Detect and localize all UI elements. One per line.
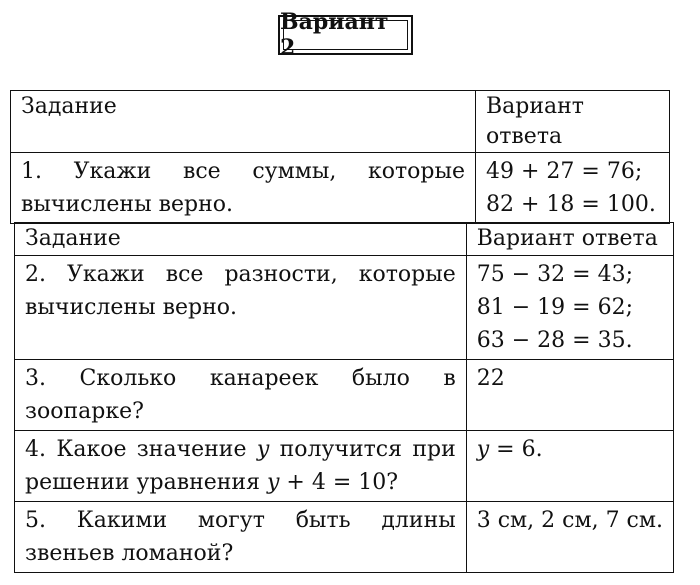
math-variable: y (256, 436, 270, 462)
answer-cell (466, 359, 673, 430)
header-answer: Вариант ответа (466, 223, 673, 256)
task-cell (15, 255, 467, 359)
tasks-table-2 (14, 222, 674, 573)
answer-line: 75 − 32 = 43; (476, 261, 633, 287)
answer-cell (466, 255, 673, 359)
answer-line: 22 (476, 365, 505, 391)
answer-cell (466, 430, 673, 501)
table-row (11, 153, 670, 224)
variant-title: Вариант 2 (280, 9, 389, 61)
answer-line: 82 + 18 = 100. (486, 192, 656, 218)
variant-title-box (278, 9, 413, 61)
task-text: 1. Укажи все суммы, которые вычислены верно. (21, 159, 465, 218)
answer-line: 81 − 19 = 62; (476, 294, 633, 320)
table-header-row (15, 223, 674, 256)
answer-line: 49 + 27 = 76; (486, 159, 643, 185)
table-row (15, 430, 674, 501)
math-variable: y (266, 469, 280, 495)
table-row (15, 359, 674, 430)
task-cell (15, 501, 467, 572)
header-task: Задание (15, 223, 467, 256)
table-row (15, 501, 674, 572)
task-text: 2. Укажи все разности, которые вычислены верно. (25, 261, 456, 320)
answer-line: 3 см, 2 см, 7 см. (476, 507, 663, 533)
task-cell (15, 430, 467, 501)
table-row (15, 255, 674, 359)
answer-rest: = 6. (489, 436, 543, 462)
header-task: Задание (11, 91, 476, 153)
answer-cell (476, 153, 670, 224)
task-text-part: получится при решении уравнения (25, 436, 456, 495)
task-text-part: 4. Какое значение (25, 436, 257, 462)
header-answer: Вариант ответа (476, 91, 670, 153)
task-text (25, 433, 456, 499)
task-text-part: + 4 = 10? (279, 469, 399, 495)
task-text: 3. Сколько канареек было в зоопарке? (25, 365, 456, 424)
answer-cell (466, 501, 673, 572)
answer-line: 63 − 28 = 35. (476, 327, 633, 353)
math-variable: y (476, 436, 490, 462)
task-cell (11, 153, 476, 224)
task-text: 5. Какими могут быть длины звеньев ломаной? (25, 507, 456, 566)
task-cell (15, 359, 467, 430)
tasks-table-1 (10, 90, 670, 224)
table-header-row (11, 91, 670, 153)
answer-line (477, 433, 663, 466)
